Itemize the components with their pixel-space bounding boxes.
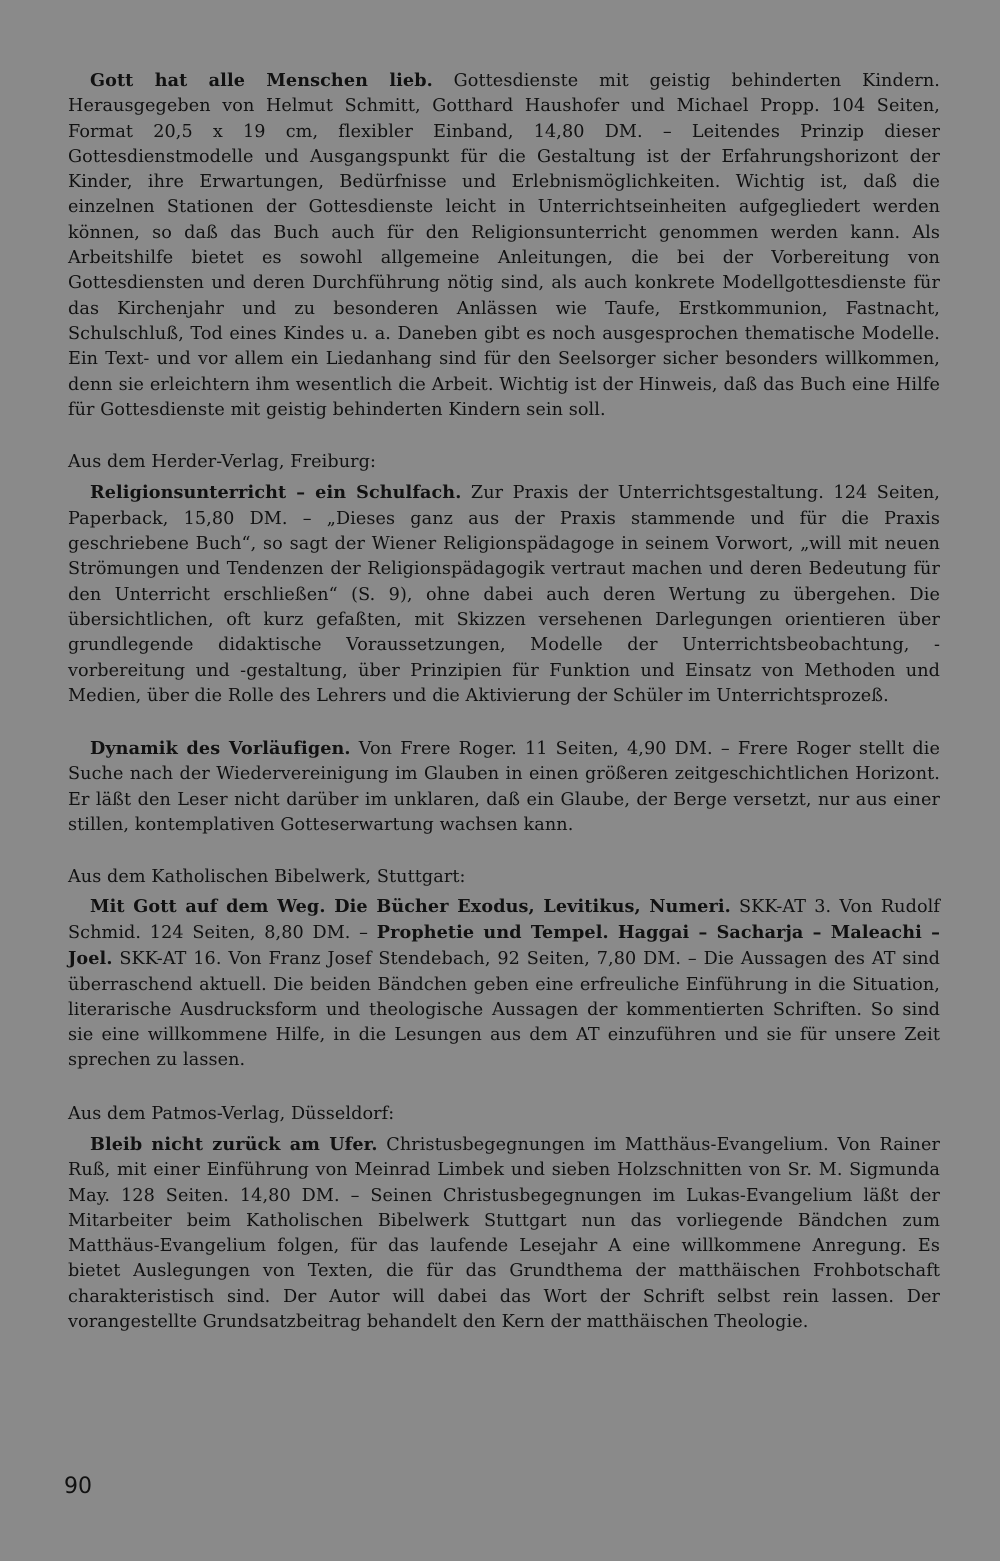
review-title: Religionsunterricht – ein Schulfach.: [90, 482, 462, 504]
review-body-second: SKK-AT 16. Von Franz Josef Stendebach, 92 Seiten, 7,80 DM. – Die Aussagen des AT sind überraschend aktuell. Die beiden Bändchen geben eine erfreuliche Einführung in die Situation, literarische Ausdrucksform und theologische Aussagen der kommentierten Schriften. So sind sie eine willkommene Hilfe, in die Lesungen aus dem AT einzuführen und sie für unsere Zeit sprechen zu lassen.: [68, 949, 940, 1071]
review-body: Zur Praxis der Unterrichtsgestaltung. 124 Seiten, Paperback, 15,80 DM. – „Dieses ganz aus der Praxis stammende und für die Praxis geschriebene Buch“, so sagt der Wiener Religionspädagoge in seinem Vorwort, „will mit neuen Strömungen und Tendenzen der Religionspädagogik vertraut machen und deren Bedeutung für den Unterricht erschließen“ (S. 9), ohne dabei auch deren Wertung zu übergehen. Die übersichtlichen, oft kurz gefaßten, mit Skizzen versehenen Darlegungen orientieren über grundlegende didaktische Voraussetzungen, Modelle der Unterrichtsbeobachtung, -vorbereitung und -gestaltung, über Prinzipien für Funktion und Einsatz von Methoden und Medien, über die Rolle des Lehrers und die Aktivierung der Schüler im Unterrichtsprozeß.: [68, 483, 940, 706]
review-title: Dynamik des Vorläufigen.: [90, 738, 351, 760]
page-content: [68, 68, 940, 1335]
review-body: Gottesdienste mit geistig behinderten Kindern. Herausgegeben von Helmut Schmitt, Gotthard Haushofer und Michael Propp. 104 Seiten, Format 20,5 x 19 cm, flexibler Einband, 14,80 DM. – Leitendes Prinzip dieser Gottesdienstmodelle und Ausgangspunkt für die Gestaltung ist der Erfahrungshorizont der Kinder, ihre Erwartungen, Bedürfnisse und Erlebnismöglichkeiten. Wichtig ist, daß die einzelnen Stationen der Gottesdienste leicht in Unterrichtseinheiten aufgegliedert werden können, so daß das Buch auch für den Religionsunterricht genommen werden kann. Als Arbeitshilfe bietet es sowohl allgemeine Anleitungen, die bei der Vorbereitung von Gottesdiensten und deren Durchführung nötig sind, als auch konkrete Modellgottesdienste für das Kirchenjahr und zu besonderen Anlässen wie Taufe, Erstkommunion, Fastnacht, Schulschluß, Tod eines Kindes u. a. Daneben gibt es noch ausgesprochen thematische Modelle. Ein Text- und vor allem ein Liedanhang sind für den Seelsorger sicher besonders willkommen, denn sie erleichtern ihm wesentlich die Arbeit. Wichtig ist der Hinweis, daß das Buch eine Hilfe für Gottesdienste mit geistig behinderten Kindern sein soll.: [68, 71, 940, 420]
review-body: SKK-AT 3. Von Rudolf Schmid. 124 Seiten, 8,80 DM. –: [68, 896, 940, 943]
review-title: Gott hat alle Menschen lieb.: [90, 70, 433, 91]
review-title: Mit Gott auf dem Weg. Die Bücher Exodus, Levitikus, Numeri.: [90, 895, 731, 917]
review-title-second: Prophetie und Tempel. Haggai – Sacharja – Maleachi – Joel.: [68, 921, 940, 970]
review-body: Christusbegegnungen im Matthäus-Evangelium. Von Rainer Ruß, mit einer Einführung von Meinrad Limbek und sieben Holzschnitten von Sr. M. Sigmunda May. 128 Seiten. 14,80 DM. – Seinen Christusbegegnungen im Lukas-Evangelium läßt der Mitarbeiter beim Katholischen Bibelwerk Stuttgart nun das vorliegende Bändchen zum Matthäus-Evangelium folgen, für das laufende Lesejahr A eine willkommene Anregung. Es bietet Auslegungen von Texten, die für das Grundthema der matthäischen Frohbotschaft charakteristisch sind. Der Autor will dabei das Wort der Schrift selbst rein lassen. Der vorangestellte Grundsatzbeitrag behandelt den Kern der matthäischen Theologie.: [68, 1134, 941, 1333]
publisher-heading-bibelwerk: Aus dem Katholischen Bibelwerk, Stuttgart:: [68, 867, 466, 888]
review-body: Von Frere Roger. 11 Seiten, 4,90 DM. – Frere Roger stellt die Suche nach der Wiedervereinigung im Glauben in einen größeren zeitgeschichtlichen Horizont. Er läßt den Leser nicht darüber im unklaren, daß ein Glaube, der Berge versetzt, nur aus einer stillen, kontemplativen Gotteserwartung wachsen kann.: [68, 739, 940, 836]
page-number: 90: [64, 1474, 92, 1499]
publisher-heading-patmos: Aus dem Patmos-Verlag, Düsseldorf:: [68, 1103, 395, 1124]
review-title: Bleib nicht zurück am Ufer.: [90, 1133, 378, 1155]
review-dynamik-des-vorlaeufigen: [68, 736, 940, 838]
review-mit-gott-auf-dem-weg: [68, 894, 940, 1074]
review-gott-hat-alle-menschen-lieb: [68, 68, 940, 423]
review-religionsunterricht: [68, 480, 940, 709]
publisher-heading-herder: Aus dem Herder-Verlag, Freiburg:: [68, 452, 377, 473]
review-bleib-nicht-zurueck-am-ufer: [68, 1132, 940, 1335]
